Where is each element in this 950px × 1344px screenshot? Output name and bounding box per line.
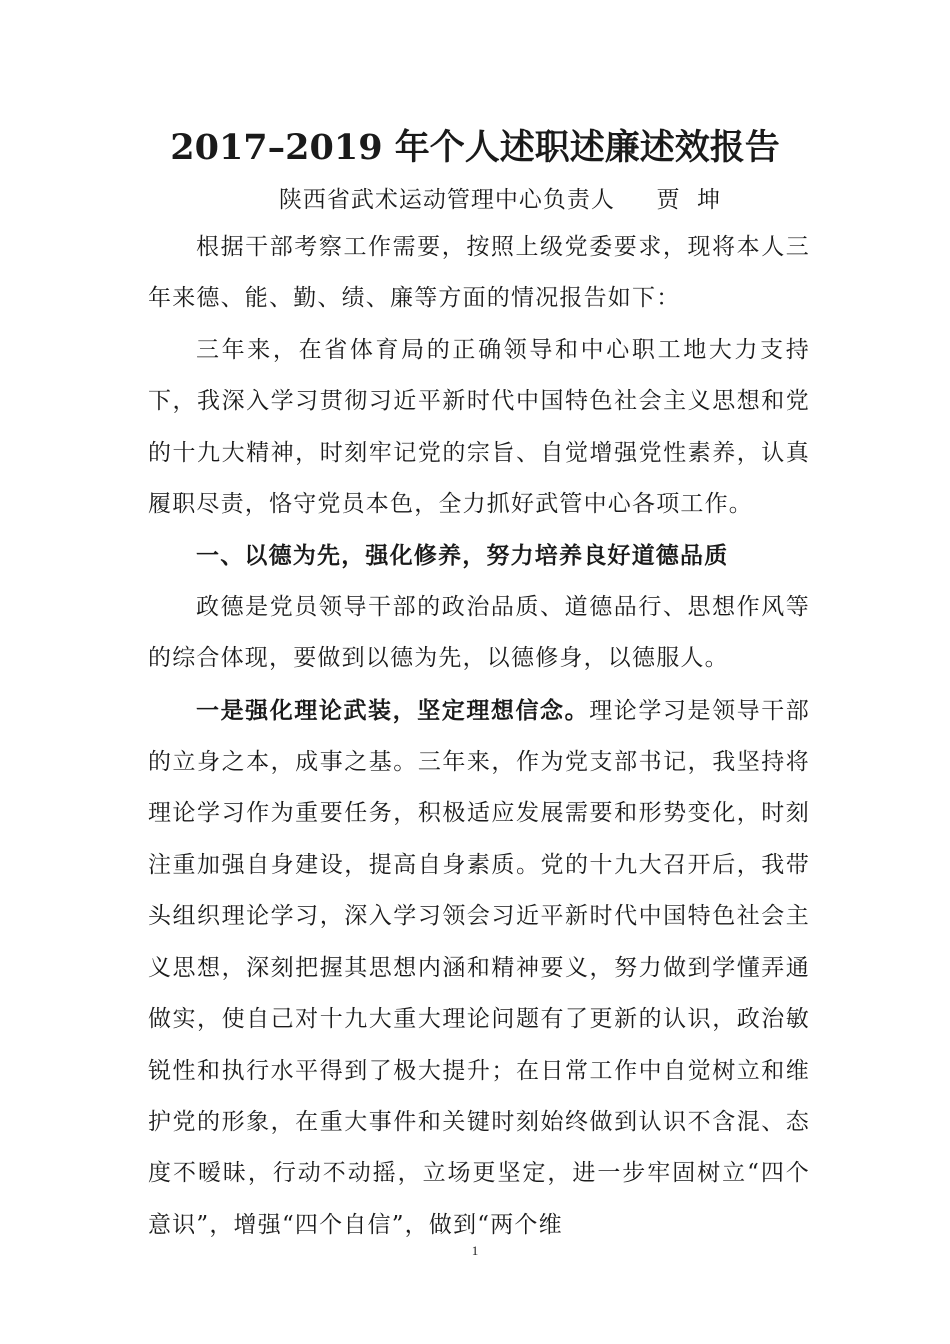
paragraph: 三年来，在省体育局的正确领导和中心职工地大力支持下，我深入学习贯彻习近平新时代中国特色社会主义思想和党的十九大精神，时刻牢记党的宗旨、自觉增强党性素养，认真履职尽责，恪守党员本色，全力抓好武管中心各项工作。 <box>148 336 810 518</box>
page-number: 1 <box>471 1243 479 1258</box>
author-line: 陕西省武术运动管理中心负责人 贾 坤 <box>278 187 722 213</box>
paragraph: 政德是党员领导干部的政治品质、道德品行、思想作风等的综合体现，要做到以德为先，以德修身，以德服人。 <box>148 593 810 672</box>
document-title: 2017–2019 年个人述职述廉述效报告 <box>170 127 780 168</box>
paragraph: 根据干部考察工作需要，按照上级党委要求，现将本人三年来德、能、勤、绩、廉等方面的情况报告如下： <box>148 234 810 312</box>
paragraph-lead: 一是强化理论武装，坚定理想信念。 <box>196 696 590 724</box>
paragraph-text: 理论学习是领导干部的立身之本，成事之基。三年来，作为党支部书记，我坚持将理论学习作为重要任务，积极适应发展需要和形势变化，时刻注重加强自身建设，提高自身素质。党的十九大召开后，我带头组织理论学习，深入学习领会习近平新时代中国特色社会主义思想，深刻把握其思想内涵和精神要义，努力做到学懂弄通做实，使自己对十九大重大理论问题有了更新的认识，政治敏锐性和执行水平得到了极大提升；在日常工作中自觉树立和维护党的形象，在重大事件和关键时刻始终做到认识不含混、态度不暧昧，行动不动摇，立场更坚定，进一步牢固树立“四个意识”，增强“四个自信”，做到“两个维 <box>148 697 810 1238</box>
section-heading: 一、以德为先，强化修养，努力培养良好道德品质 <box>196 542 729 570</box>
paragraph <box>148 685 810 1251</box>
document-body <box>148 222 810 1251</box>
